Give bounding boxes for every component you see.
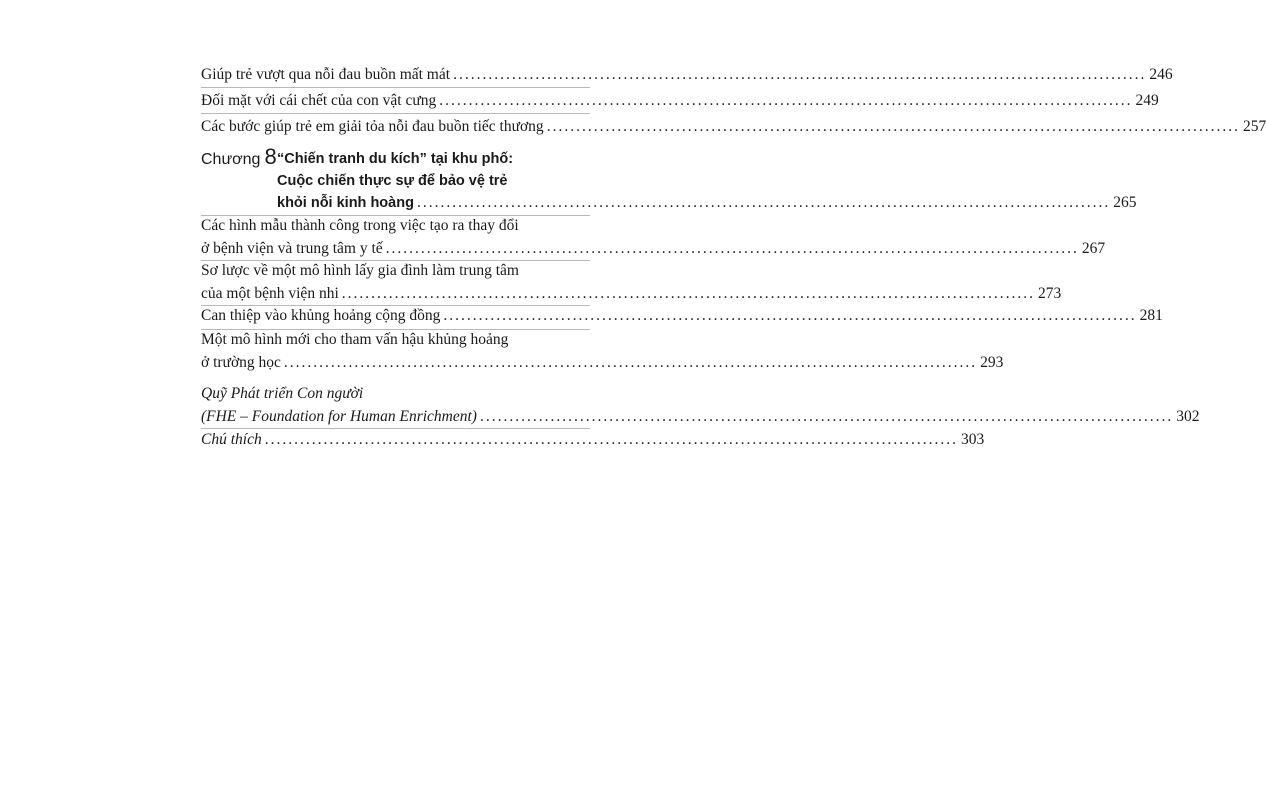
toc-entry-page: 281 — [1139, 307, 1163, 324]
toc-entry[interactable] — [201, 428, 985, 451]
toc-entry-title: Các hình mẫu thành công trong việc tạo ra thay đổi — [201, 217, 519, 234]
toc-entry-page: 246 — [1149, 66, 1173, 83]
chapter-page: 265 — [1113, 194, 1137, 211]
toc-entry-title: Can thiệp vào khủng hoảng cộng đồng — [201, 307, 441, 324]
toc-entry-page: 302 — [1176, 408, 1200, 425]
chapter-title-line: “Chiến tranh du kích” tại khu phố: — [277, 151, 514, 167]
chapter-title-line: Cuộc chiến thực sự để bảo vệ trẻ — [277, 173, 508, 189]
leader-dots: ...................................................................................................................... — [443, 307, 1137, 324]
toc-entry-title: (FHE – Foundation for Human Enrichment) — [201, 408, 477, 425]
toc-entry-title: của một bệnh viện nhi — [201, 285, 339, 302]
toc-entry-page: 267 — [1081, 240, 1106, 257]
toc-entry-title: Giúp trẻ vượt qua nỗi đau buồn mất mát — [201, 66, 451, 83]
toc-entry-page: 273 — [1038, 285, 1062, 302]
toc-entry-page: 293 — [980, 354, 1004, 371]
toc-entry-title: Một mô hình mới cho tham vấn hậu khủng hoảng — [201, 331, 509, 348]
chapter-heading[interactable] — [277, 148, 1137, 214]
chapter-label — [201, 146, 277, 171]
leader-dots: ...................................................................................................................... — [264, 431, 958, 448]
leader-dots: ...................................................................................................................... — [439, 92, 1133, 109]
toc-entry[interactable] — [201, 63, 1173, 86]
toc-entry[interactable] — [201, 328, 1004, 374]
toc-entry-title: Các bước giúp trẻ em giải tỏa nỗi đau buồn tiếc thương — [201, 118, 544, 135]
leader-dots: ...................................................................................................................... — [546, 118, 1240, 135]
toc-entry[interactable] — [201, 115, 1266, 138]
toc-entry[interactable] — [201, 304, 1163, 327]
divider — [201, 113, 590, 114]
leader-dots: ...................................................................................................................... — [416, 194, 1111, 211]
chapter-number: 8 — [264, 144, 277, 169]
leader-dots: ...................................................................................................................... — [479, 408, 1174, 425]
leader-dots: ...................................................................................................................... — [341, 285, 1035, 302]
leader-dots: ...................................................................................................................... — [453, 66, 1147, 83]
toc-entry-page: 249 — [1135, 92, 1159, 109]
toc-entry[interactable] — [201, 259, 1062, 305]
toc-entry-title: Quỹ Phát triển Con người — [201, 385, 364, 402]
divider — [201, 87, 590, 88]
toc-entry[interactable] — [201, 214, 1106, 260]
leader-dots: ...................................................................................................................... — [283, 354, 978, 371]
toc-entry-title: Chú thích — [201, 431, 262, 448]
chapter-word: Chương — [201, 151, 261, 168]
toc-entry-title: ở bệnh viện và trung tâm y tế — [201, 240, 383, 257]
toc-entry[interactable] — [201, 89, 1159, 112]
toc-entry[interactable] — [201, 382, 1200, 428]
toc-entry-title: Đối mặt với cái chết của con vật cưng — [201, 92, 437, 109]
chapter-title-line: khỏi nỗi kinh hoàng — [277, 195, 414, 211]
toc-entry-page: 303 — [960, 431, 985, 448]
toc-entry-page: 257 — [1242, 118, 1266, 135]
toc-entry-title: ở trường học — [201, 354, 281, 371]
leader-dots: ...................................................................................................................... — [385, 240, 1079, 257]
toc-entry-title: Sơ lược về một mô hình lấy gia đình làm trung tâm — [201, 262, 519, 279]
